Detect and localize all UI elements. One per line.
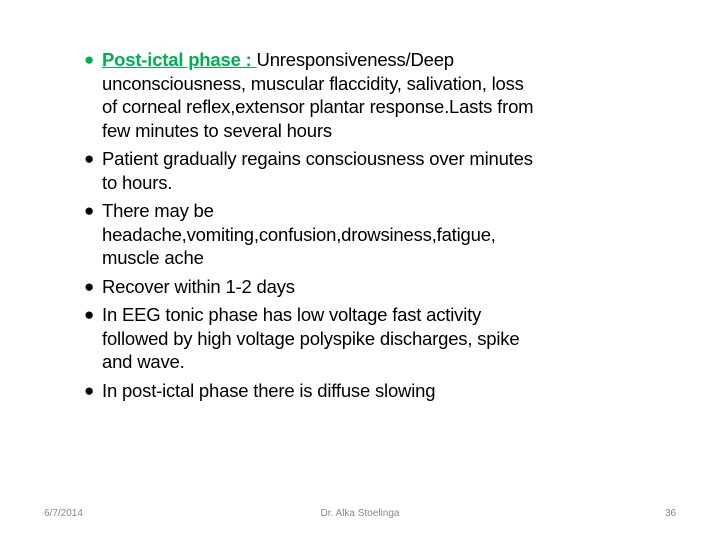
bullet-icon: ● <box>84 201 95 220</box>
footer-author: Dr. Alka Stoelinga <box>320 508 400 519</box>
bullet-icon: ● <box>84 380 95 400</box>
bullet-icon: ● <box>84 50 95 69</box>
slide-number: 36 <box>665 508 677 519</box>
bullet-item-symptoms: ● There may be headache,vomiting,confusion,drowsiness,fatigue, muscle ache <box>84 200 496 268</box>
footer-date: 6/7/2014 <box>44 508 83 519</box>
bullet-icon: ● <box>84 149 95 168</box>
post-ictal-heading: Post-ictal phase : <box>102 49 257 70</box>
bullet-icon: ● <box>84 276 95 296</box>
bullet-item-eeg-post-ictal: ● In post-ictal phase there is diffuse slowing <box>84 379 436 401</box>
bullet-item-post-ictal: ● Post-ictal phase : Unresponsiveness/Deep unconsciousness, muscular flaccidity, salivation, loss of corneal reflex,extensor plantar response.Lasts from few minutes to several hours <box>84 49 534 141</box>
bullet-item-recovery: ● Recover within 1-2 days <box>84 275 295 297</box>
bullet-item-consciousness: ● Patient gradually regains consciousness over minutes to hours. <box>84 148 533 193</box>
bullet-item-eeg-tonic: ● In EEG tonic phase has low voltage fast activity followed by high voltage polyspike discharges, spike and wave. <box>84 304 520 372</box>
bullet-icon: ● <box>84 305 95 324</box>
bullet-list <box>84 48 714 407</box>
